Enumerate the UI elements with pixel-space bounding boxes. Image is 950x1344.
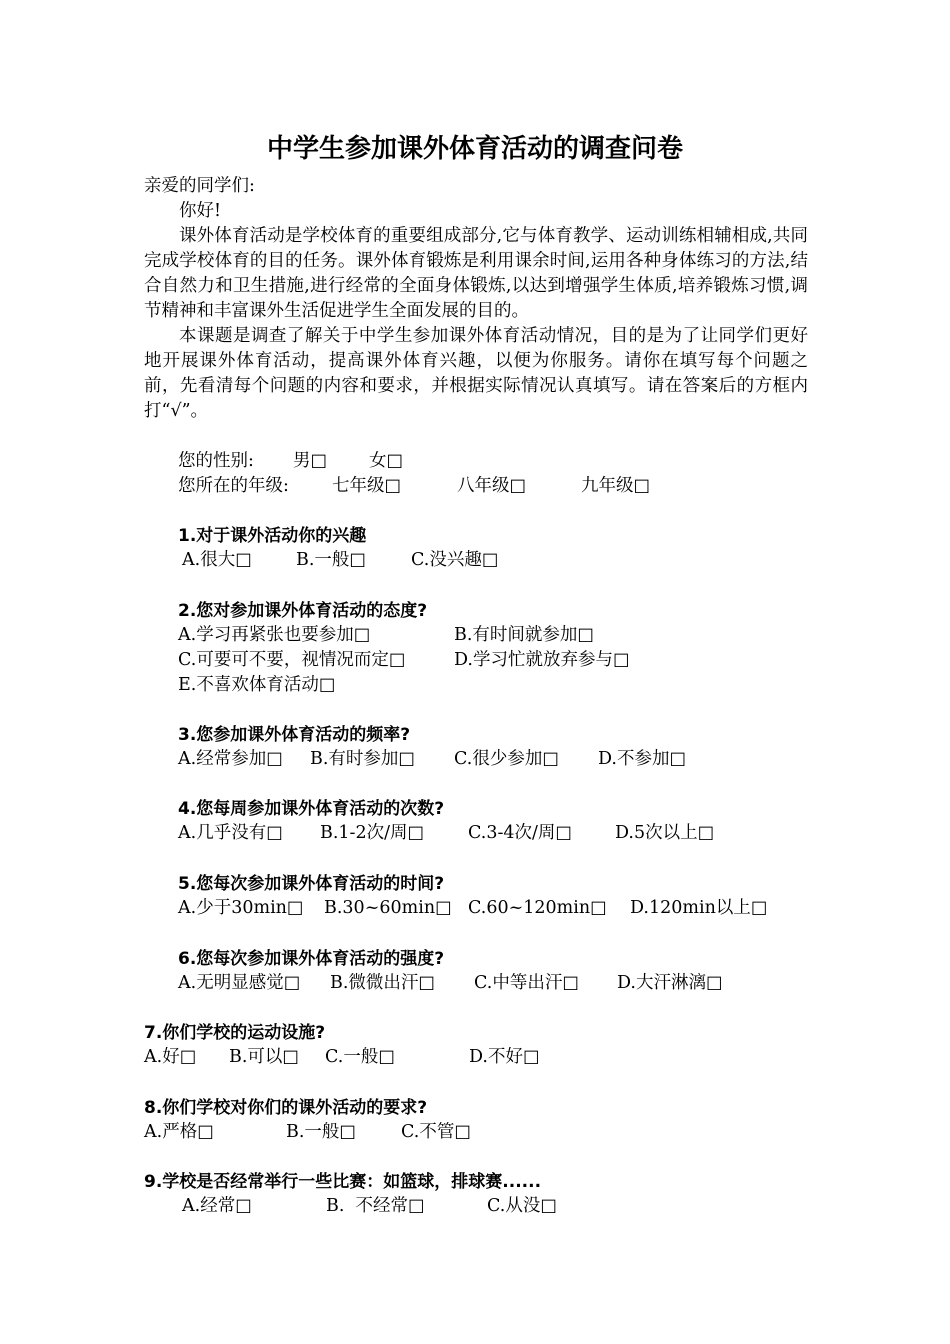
q4-option-c[interactable]: C.3-4次/周□ [468,823,572,843]
q9-option-a[interactable]: A.经常□ [182,1196,252,1216]
q6-option-c[interactable]: C.中等出汗□ [474,973,579,993]
greeting: 亲爱的同学们: [144,176,255,196]
q7-option-d[interactable]: D.不好□ [469,1047,540,1067]
grade-row [178,474,778,499]
q4-option-b[interactable]: B.1-2次/周□ [320,823,425,843]
grade-option-7[interactable]: 七年级□ [332,476,402,496]
hello: 你好! [179,201,222,221]
intro-paragraph-2: 本课题是调查了解关于中学生参加课外体育活动情况，目的是为了让同学们更好地开展课外体育活动，提高课外体育兴趣，以便为你服务。请你在填写每个问题之前，先看清每个问题的内容和要求，并根据实际情况认真填写。请在答案后的方框内打“√”。 [144,326,808,421]
question-2-options-row-3 [178,673,778,698]
question-1-options [178,548,778,573]
grade-option-8[interactable]: 八年级□ [457,476,527,496]
q7-option-b[interactable]: B.可以□ [229,1047,299,1067]
q7-option-a[interactable]: A.好□ [144,1047,197,1067]
question-7-options [144,1045,744,1070]
intro-paragraph-1: 课外体育活动是学校体育的重要组成部分,它与体育教学、运动训练相辅相成,共同完成学校体育的目的任务。课外体育锻炼是利用课余时间,运用各种身体练习的方法,结合自然力和卫生措施,进行经常的全面身体锻炼,以达到增强学生体质,培养锻炼习惯,调节精神和丰富课外生活促进学生全面发展的目的。 [144,226,808,321]
grade-option-9[interactable]: 九年级□ [581,476,651,496]
intro-section [144,174,808,424]
q3-option-a[interactable]: A.经常参加□ [178,749,283,769]
question-2-options-row-2 [178,648,778,673]
gender-option-male[interactable]: 男□ [293,451,328,471]
q2-option-e[interactable]: E.不喜欢体育活动□ [178,675,336,695]
gender-row [178,449,578,474]
question-2-title: 2.您对参加课外体育活动的态度? [178,601,428,621]
q8-option-b[interactable]: B.一般□ [286,1122,356,1142]
question-8-title: 8.你们学校对你们的课外活动的要求? [144,1098,428,1118]
question-9-options [144,1194,744,1219]
q1-option-b[interactable]: B.一般□ [296,550,366,570]
grade-label: 您所在的年级: [178,476,289,496]
q1-option-c[interactable]: C.没兴趣□ [411,550,499,570]
q6-option-d[interactable]: D.大汗淋漓□ [617,973,723,993]
q6-option-b[interactable]: B.微微出汗□ [330,973,435,993]
q5-option-c[interactable]: C.60~120min□ [468,898,607,918]
question-4-title: 4.您每周参加课外体育活动的次数? [178,799,445,819]
q3-option-d[interactable]: D.不参加□ [598,749,687,769]
q3-option-c[interactable]: C.很少参加□ [454,749,559,769]
question-4-options [178,821,778,846]
q2-option-c[interactable]: C.可要可不要，视情况而定□ [178,650,406,670]
q3-option-b[interactable]: B.有时参加□ [310,749,415,769]
q4-option-a[interactable]: A.几乎没有□ [178,823,283,843]
page-title: 中学生参加课外体育活动的调查问卷 [266,134,683,164]
q4-option-d[interactable]: D.5次以上□ [615,823,715,843]
q5-option-a[interactable]: A.少于30min□ [178,898,304,918]
question-5-title: 5.您每次参加课外体育活动的时间? [178,874,445,894]
question-2-options-row-1 [178,623,778,648]
q8-option-c[interactable]: C.不管□ [401,1122,471,1142]
question-8-options [144,1120,744,1145]
question-3-options [178,747,778,772]
q6-option-a[interactable]: A.无明显感觉□ [178,973,301,993]
q2-option-b[interactable]: B.有时间就参加□ [454,625,594,645]
question-6-options [178,971,778,996]
q5-option-b[interactable]: B.30~60min□ [324,898,452,918]
gender-label: 您的性别: [178,451,254,471]
question-9-title: 9.学校是否经常举行一些比赛：如篮球，排球赛...... [144,1172,542,1192]
gender-option-female[interactable]: 女□ [369,451,404,471]
question-6-title: 6.您每次参加课外体育活动的强度? [178,949,445,969]
question-3-title: 3.您参加课外体育活动的频率? [178,725,411,745]
question-5-options [178,896,798,921]
q7-option-c[interactable]: C.一般□ [325,1047,395,1067]
q5-option-d[interactable]: D.120min以上□ [630,898,768,918]
question-1-title: 1.对于课外活动你的兴趣 [178,526,367,546]
q2-option-d[interactable]: D.学习忙就放弃参与□ [454,650,630,670]
q8-option-a[interactable]: A.严格□ [144,1122,214,1142]
q1-option-a[interactable]: A.很大□ [182,550,252,570]
q9-option-b[interactable]: B. 不经常□ [326,1196,425,1216]
q2-option-a[interactable]: A.学习再紧张也要参加□ [178,625,371,645]
question-7-title: 7.你们学校的运动设施? [144,1023,326,1043]
q9-option-c[interactable]: C.从没□ [487,1196,557,1216]
